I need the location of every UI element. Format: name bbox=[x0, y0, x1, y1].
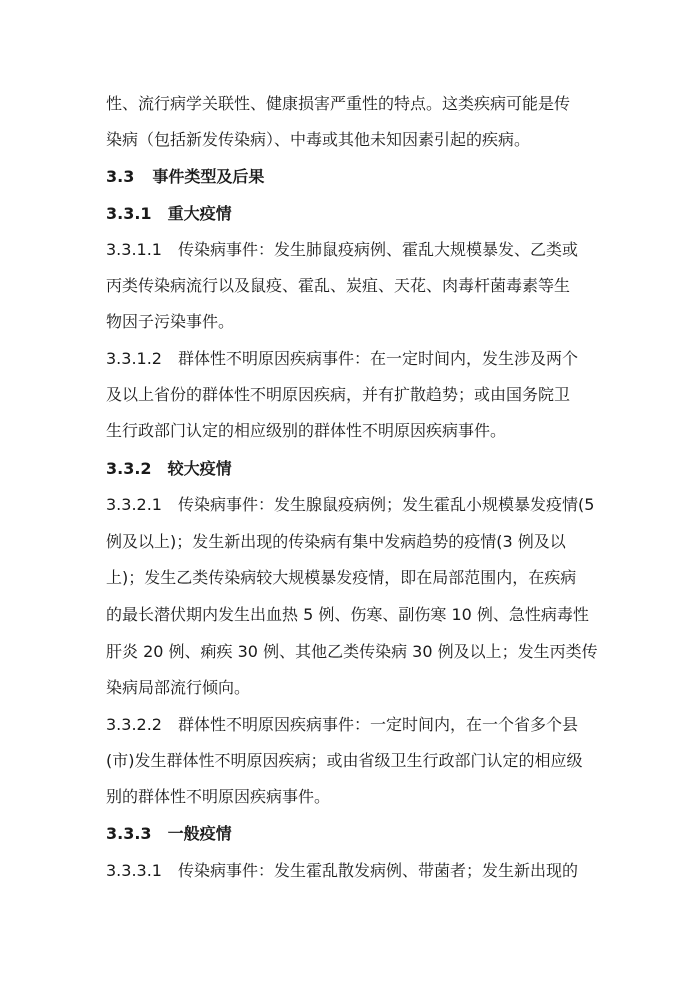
section-title: 一般疫情 bbox=[167, 824, 232, 843]
paragraph-line: 上)；发生乙类传染病较大规模暴发疫情，即在局部范围内，在疾病 bbox=[106, 568, 577, 587]
item-number: 3.3.2.2 bbox=[106, 715, 162, 734]
item-number: 3.3.2.1 bbox=[106, 495, 162, 514]
section-number: 3.3.2 bbox=[106, 459, 152, 478]
paragraph-3-3-1-1 bbox=[106, 240, 600, 260]
paragraph-text: 群体性不明原因疾病事件：一定时间内，在一个省多个县 bbox=[177, 715, 578, 734]
paragraph-line: 染病局部流行倾向。 bbox=[106, 678, 251, 697]
section-title: 较大疫情 bbox=[167, 459, 232, 478]
paragraph-3-3-3-1 bbox=[106, 861, 600, 881]
paragraph-text: 传染病事件：发生腺鼠疫病例；发生霍乱小规模暴发疫情(5 bbox=[177, 495, 595, 514]
paragraph-3-3-1-2 bbox=[106, 349, 600, 369]
paragraph-3-3-2-2 bbox=[106, 715, 600, 735]
section-heading-3-3 bbox=[106, 167, 600, 187]
section-title: 重大疫情 bbox=[167, 204, 232, 223]
paragraph-line: 生行政部门认定的相应级别的群体性不明原因疾病事件。 bbox=[106, 421, 507, 440]
intro-line: 性、流行病学关联性、健康损害严重性的特点。这类疾病可能是传 bbox=[106, 94, 571, 113]
paragraph-line: 物因子污染事件。 bbox=[106, 312, 235, 331]
paragraph-line: (市)发生群体性不明原因疾病；或由省级卫生行政部门认定的相应级 bbox=[106, 751, 583, 770]
paragraph-text: 传染病事件：发生霍乱散发病例、带菌者；发生新出现的 bbox=[177, 861, 578, 880]
paragraph-line: 例及以上)；发生新出现的传染病有集中发病趋势的疫情(3 例及以 bbox=[106, 532, 566, 551]
section-number: 3.3 bbox=[106, 167, 135, 186]
paragraph-line: 及以上省份的群体性不明原因疾病，并有扩散趋势；或由国务院卫 bbox=[106, 385, 571, 404]
paragraph-line: 肝炎 20 例、痢疾 30 例、其他乙类传染病 30 例及以上；发生丙类传 bbox=[106, 642, 598, 661]
section-number: 3.3.1 bbox=[106, 204, 152, 223]
item-number: 3.3.1.1 bbox=[106, 240, 162, 259]
paragraph-line: 的最长潜伏期内发生出血热 5 例、伤寒、副伤寒 10 例、急性病毒性 bbox=[106, 605, 589, 624]
paragraph-line: 丙类传染病流行以及鼠疫、霍乱、炭疽、天花、肉毒杆菌毒素等生 bbox=[106, 276, 571, 295]
paragraph-text: 群体性不明原因疾病事件：在一定时间内，发生涉及两个 bbox=[177, 349, 578, 368]
section-number: 3.3.3 bbox=[106, 824, 152, 843]
section-heading-3-3-2 bbox=[106, 459, 600, 479]
item-number: 3.3.3.1 bbox=[106, 861, 162, 880]
item-number: 3.3.1.2 bbox=[106, 349, 162, 368]
paragraph-line: 别的群体性不明原因疾病事件。 bbox=[106, 787, 331, 806]
intro-line: 染病（包括新发传染病）、中毒或其他未知因素引起的疾病。 bbox=[106, 130, 531, 149]
paragraph-text: 传染病事件：发生肺鼠疫病例、霍乱大规模暴发、乙类或 bbox=[177, 240, 578, 259]
section-title: 事件类型及后果 bbox=[152, 167, 265, 186]
section-heading-3-3-1 bbox=[106, 204, 600, 224]
paragraph-3-3-2-1 bbox=[106, 495, 600, 515]
section-heading-3-3-3 bbox=[106, 824, 600, 844]
